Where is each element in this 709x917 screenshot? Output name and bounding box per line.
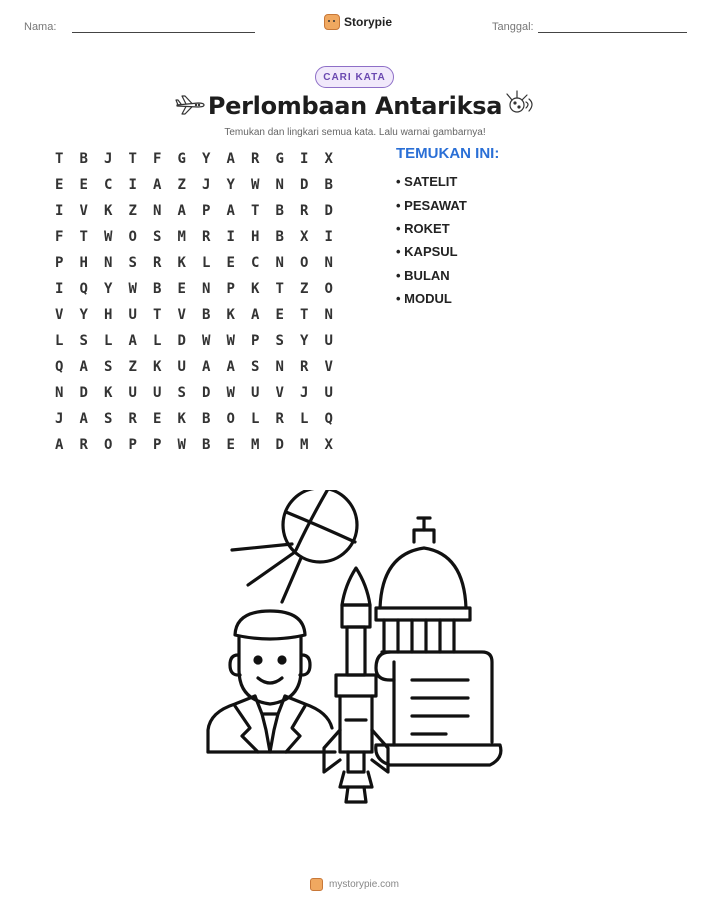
grid-letter[interactable]: Z: [300, 281, 309, 297]
footer-url[interactable]: mystorypie.com: [328, 879, 399, 890]
grid-letter[interactable]: R: [251, 151, 260, 167]
grid-letter[interactable]: V: [324, 359, 333, 375]
rocket-icon: [324, 568, 388, 802]
word-item: • KAPSUL: [396, 244, 458, 260]
grid-letter[interactable]: I: [324, 229, 333, 245]
grid-letter[interactable]: C: [104, 177, 113, 193]
space-race-illustration: [200, 490, 510, 805]
date-label: Tanggal:: [492, 21, 534, 33]
grid-letter[interactable]: W: [226, 385, 235, 401]
grid-letter[interactable]: P: [202, 203, 211, 219]
grid-letter[interactable]: P: [153, 437, 162, 453]
grid-letter[interactable]: B: [79, 151, 88, 167]
grid-letter[interactable]: T: [251, 203, 260, 219]
grid-letter[interactable]: W: [177, 437, 186, 453]
grid-letter[interactable]: B: [202, 411, 211, 427]
grid-letter[interactable]: T: [153, 307, 162, 323]
grid-letter[interactable]: E: [275, 307, 284, 323]
grid-letter[interactable]: P: [55, 255, 64, 271]
storypie-logo-icon: [310, 878, 323, 891]
grid-letter[interactable]: R: [128, 411, 137, 427]
grid-letter[interactable]: B: [275, 203, 284, 219]
grid-letter[interactable]: N: [324, 255, 333, 271]
grid-letter[interactable]: D: [324, 203, 333, 219]
word-item: • PESAWAT: [396, 197, 467, 213]
grid-letter[interactable]: Y: [226, 177, 235, 193]
grid-letter[interactable]: J: [202, 177, 211, 193]
name-label: Nama:: [24, 21, 57, 33]
grid-letter[interactable]: Y: [202, 151, 211, 167]
grid-letter[interactable]: B: [153, 281, 162, 297]
grid-letter[interactable]: S: [79, 333, 88, 349]
word-item: • SATELIT: [396, 174, 458, 190]
grid-letter[interactable]: U: [324, 385, 333, 401]
grid-letter[interactable]: A: [153, 177, 162, 193]
grid-letter[interactable]: L: [104, 333, 113, 349]
grid-letter[interactable]: R: [153, 255, 162, 271]
grid-letter[interactable]: N: [275, 359, 284, 375]
grid-letter[interactable]: I: [128, 177, 137, 193]
grid-letter[interactable]: T: [55, 151, 64, 167]
grid-letter[interactable]: S: [177, 385, 186, 401]
grid-letter[interactable]: L: [251, 411, 260, 427]
grid-letter[interactable]: J: [104, 151, 113, 167]
grid-letter[interactable]: U: [153, 385, 162, 401]
grid-letter[interactable]: N: [275, 177, 284, 193]
grid-letter[interactable]: A: [202, 359, 211, 375]
storypie-logo-icon: [324, 14, 340, 30]
grid-letter[interactable]: N: [55, 385, 64, 401]
grid-letter[interactable]: Z: [128, 359, 137, 375]
grid-letter[interactable]: E: [226, 437, 235, 453]
grid-letter[interactable]: T: [79, 229, 88, 245]
grid-letter[interactable]: B: [324, 177, 333, 193]
brand-logo: [324, 14, 392, 30]
grid-letter[interactable]: W: [251, 177, 260, 193]
brand-name: Storypie: [344, 15, 393, 29]
grid-letter[interactable]: K: [226, 307, 235, 323]
word-item: • MODUL: [396, 291, 452, 307]
grid-letter[interactable]: N: [324, 307, 333, 323]
grid-letter[interactable]: R: [275, 411, 284, 427]
grid-letter[interactable]: Q: [324, 411, 333, 427]
grid-letter[interactable]: J: [55, 411, 64, 427]
grid-letter[interactable]: N: [202, 281, 211, 297]
grid-letter[interactable]: S: [275, 333, 284, 349]
grid-letter[interactable]: L: [55, 333, 64, 349]
instructions: Temukan dan lingkari semua kata. Lalu warnai gambarnya!: [224, 127, 486, 138]
grid-letter[interactable]: D: [300, 177, 309, 193]
grid-letter[interactable]: W: [128, 281, 137, 297]
grid-letter[interactable]: A: [226, 203, 235, 219]
grid-letter[interactable]: G: [177, 151, 186, 167]
grid-letter[interactable]: K: [104, 203, 113, 219]
grid-letter[interactable]: U: [177, 359, 186, 375]
grid-letter[interactable]: R: [202, 229, 211, 245]
grid-letter[interactable]: O: [128, 229, 137, 245]
grid-letter[interactable]: R: [79, 437, 88, 453]
grid-letter[interactable]: F: [55, 229, 64, 245]
grid-letter[interactable]: K: [177, 255, 186, 271]
grid-letter[interactable]: V: [55, 307, 64, 323]
grid-letter[interactable]: L: [202, 255, 211, 271]
grid-letter[interactable]: T: [128, 151, 137, 167]
grid-letter[interactable]: U: [128, 385, 137, 401]
grid-letter[interactable]: W: [104, 229, 113, 245]
grid-letter[interactable]: V: [275, 385, 284, 401]
grid-letter[interactable]: W: [226, 333, 235, 349]
grid-letter[interactable]: F: [153, 151, 162, 167]
grid-letter[interactable]: D: [275, 437, 284, 453]
grid-letter[interactable]: O: [104, 437, 113, 453]
word-item: • BULAN: [396, 267, 450, 283]
grid-letter[interactable]: Y: [300, 333, 309, 349]
grid-letter[interactable]: E: [153, 411, 162, 427]
name-field-line[interactable]: [72, 32, 255, 33]
word-item: • ROKET: [396, 220, 450, 236]
scroll-document-icon: [376, 652, 501, 765]
grid-letter[interactable]: M: [177, 229, 186, 245]
grid-letter[interactable]: E: [79, 177, 88, 193]
grid-letter[interactable]: G: [275, 151, 284, 167]
grid-letter[interactable]: A: [128, 333, 137, 349]
grid-letter[interactable]: Z: [128, 203, 137, 219]
grid-letter[interactable]: Y: [79, 307, 88, 323]
grid-letter[interactable]: B: [202, 437, 211, 453]
grid-letter[interactable]: M: [251, 437, 260, 453]
grid-letter[interactable]: Z: [177, 177, 186, 193]
grid-letter[interactable]: P: [226, 281, 235, 297]
grid-letter[interactable]: D: [202, 385, 211, 401]
grid-letter[interactable]: A: [79, 411, 88, 427]
grid-letter[interactable]: K: [251, 281, 260, 297]
word-search-grid: [47, 146, 341, 458]
grid-letter[interactable]: P: [128, 437, 137, 453]
word-list: [396, 170, 467, 310]
grid-letter[interactable]: R: [300, 203, 309, 219]
grid-letter[interactable]: U: [128, 307, 137, 323]
grid-letter[interactable]: S: [128, 255, 137, 271]
grid-letter[interactable]: S: [104, 411, 113, 427]
grid-letter[interactable]: I: [55, 203, 64, 219]
grid-letter[interactable]: L: [300, 411, 309, 427]
astronaut-icon: [208, 611, 335, 752]
grid-letter[interactable]: B: [275, 229, 284, 245]
grid-letter[interactable]: I: [300, 151, 309, 167]
date-field-line[interactable]: [538, 32, 687, 33]
grid-letter[interactable]: Y: [104, 281, 113, 297]
sputnik-icon: [232, 490, 357, 602]
grid-letter[interactable]: A: [226, 359, 235, 375]
grid-letter[interactable]: X: [300, 229, 309, 245]
grid-letter[interactable]: K: [177, 411, 186, 427]
grid-letter[interactable]: Q: [55, 359, 64, 375]
grid-letter[interactable]: P: [251, 333, 260, 349]
grid-letter[interactable]: A: [79, 359, 88, 375]
grid-letter[interactable]: T: [275, 281, 284, 297]
grid-letter[interactable]: T: [300, 307, 309, 323]
grid-letter[interactable]: I: [226, 229, 235, 245]
grid-letter[interactable]: E: [55, 177, 64, 193]
grid-letter[interactable]: K: [153, 359, 162, 375]
grid-letter[interactable]: D: [177, 333, 186, 349]
grid-letter[interactable]: J: [300, 385, 309, 401]
grid-letter[interactable]: O: [300, 255, 309, 271]
grid-letter[interactable]: N: [153, 203, 162, 219]
grid-letter[interactable]: I: [55, 281, 64, 297]
satellite-icon: [504, 88, 536, 118]
grid-letter[interactable]: A: [55, 437, 64, 453]
grid-letter[interactable]: M: [300, 437, 309, 453]
grid-letter[interactable]: A: [251, 307, 260, 323]
grid-letter[interactable]: L: [153, 333, 162, 349]
grid-letter[interactable]: E: [226, 255, 235, 271]
grid-letter[interactable]: D: [79, 385, 88, 401]
grid-letter[interactable]: C: [251, 255, 260, 271]
page-title: Perlombaan Antariksa: [207, 92, 503, 120]
grid-letter[interactable]: S: [251, 359, 260, 375]
grid-letter[interactable]: S: [104, 359, 113, 375]
grid-letter[interactable]: W: [202, 333, 211, 349]
grid-letter[interactable]: U: [324, 333, 333, 349]
grid-letter[interactable]: X: [324, 437, 333, 453]
grid-letter[interactable]: K: [104, 385, 113, 401]
grid-letter[interactable]: H: [104, 307, 113, 323]
grid-letter[interactable]: N: [275, 255, 284, 271]
grid-letter[interactable]: X: [324, 151, 333, 167]
grid-letter[interactable]: S: [153, 229, 162, 245]
grid-letter[interactable]: O: [324, 281, 333, 297]
grid-letter[interactable]: A: [177, 203, 186, 219]
grid-letter[interactable]: E: [177, 281, 186, 297]
grid-letter[interactable]: V: [177, 307, 186, 323]
grid-letter[interactable]: H: [79, 255, 88, 271]
grid-letter[interactable]: N: [104, 255, 113, 271]
grid-letter[interactable]: O: [226, 411, 235, 427]
grid-letter[interactable]: H: [251, 229, 260, 245]
grid-letter[interactable]: V: [79, 203, 88, 219]
activity-badge: CARI KATA: [315, 66, 394, 88]
grid-letter[interactable]: B: [202, 307, 211, 323]
word-list-title: TEMUKAN INI:: [396, 145, 500, 162]
capitol-building-icon: [376, 518, 470, 652]
grid-letter[interactable]: Q: [79, 281, 88, 297]
grid-letter[interactable]: R: [300, 359, 309, 375]
grid-letter[interactable]: U: [251, 385, 260, 401]
footer: [0, 878, 709, 891]
grid-letter[interactable]: A: [226, 151, 235, 167]
